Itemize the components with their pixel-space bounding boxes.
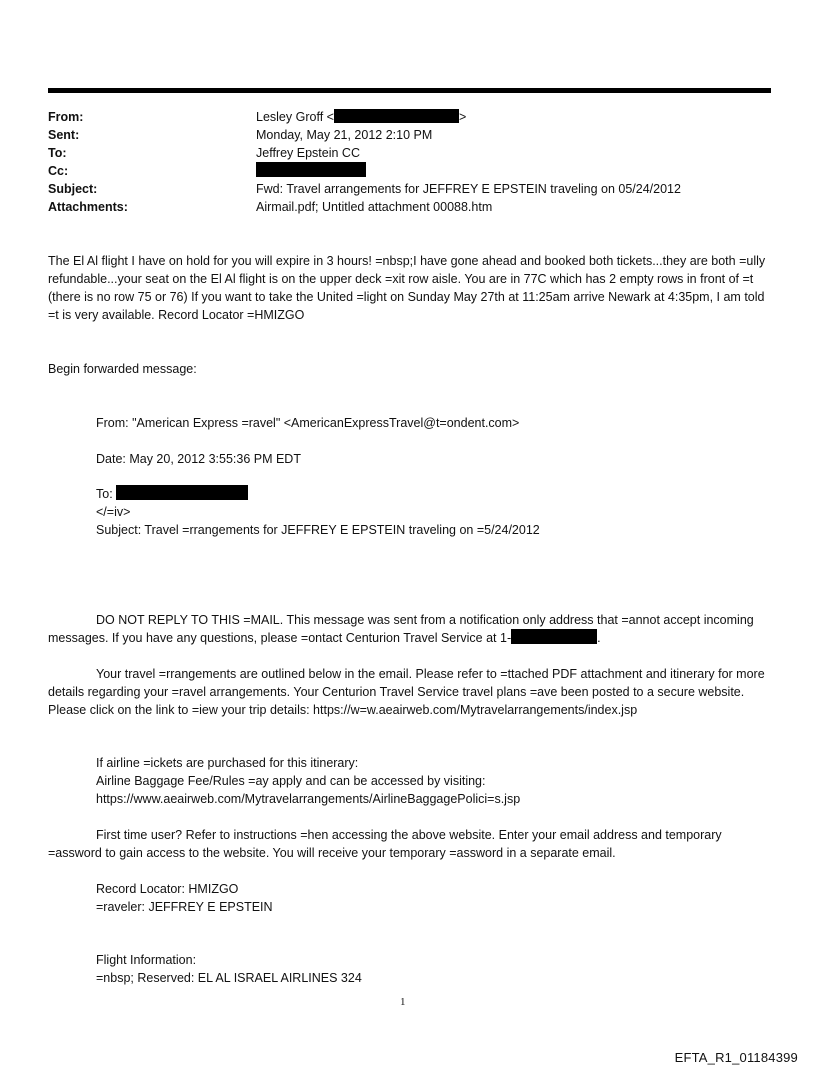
to-label: To: <box>48 146 67 160</box>
to-row <box>48 144 681 162</box>
page-number: 1 <box>400 996 406 1008</box>
fwd-to-label: To: <box>96 487 113 501</box>
from-value <box>256 108 466 126</box>
to-value: Jeffrey Epstein CC <box>256 146 360 160</box>
begin-forwarded: Begin forwarded message: <box>48 362 197 376</box>
record-locator: Record Locator: HMIZGO <box>96 882 239 896</box>
bates-number: EFTA_R1_01184399 <box>674 1050 798 1065</box>
traveler: =raveler: JEFFREY E EPSTEIN <box>96 900 273 914</box>
flight-info-label: Flight Information: <box>96 953 197 967</box>
fwd-from: From: "American Express =ravel" <AmericanExpressTravel@t=ondent.com> <box>96 416 520 430</box>
sent-row <box>48 126 681 144</box>
header-rule <box>48 88 771 93</box>
intro-paragraph: The El Al flight I have on hold for you will expire in 3 hours! =nbsp;I have gone ahead and booked both tickets...they are both =ully refundable...your seat on the El Al flight is on the upper deck =xit row aisle. You are in 77C which has 2 empty rows in front of =t (there is no row 75 or 76) If you want to take the United =light on Sunday May 27th at 11:25am arrive Newark at 4:35pm, I am told =t is very available. Record Locator =HMIZGO <box>48 254 766 322</box>
subject-row <box>48 180 681 198</box>
cc-row <box>48 162 681 180</box>
cc-value <box>256 162 366 180</box>
from-close: > <box>458 110 467 124</box>
from-label: From: <box>48 110 84 124</box>
attachments-row <box>48 198 681 216</box>
redaction-box <box>116 485 248 500</box>
fwd-subject: Subject: Travel =rrangements for JEFFREY E EPSTEIN traveling on =5/24/2012 <box>96 523 540 537</box>
donotreply-paragraph <box>48 611 773 647</box>
fwd-to <box>96 485 248 503</box>
airline-line-1: If airline =ickets are purchased for this itinerary: <box>96 756 359 770</box>
attachments-value: Airmail.pdf; Untitled attachment 00088.htm <box>256 200 493 214</box>
cc-label: Cc: <box>48 164 69 178</box>
firsttime-paragraph: First time user? Refer to instructions =hen accessing the above website. Enter your email address and temporary =assword to gain access to the website. You will receive your temporary =assword in a separate email. <box>48 828 722 860</box>
from-name: Lesley Groff < <box>256 110 334 124</box>
redaction-box <box>256 162 366 177</box>
redaction-box <box>511 629 597 644</box>
from-row <box>48 108 681 126</box>
fwd-date: Date: May 20, 2012 3:55:36 PM EDT <box>96 452 301 466</box>
donotreply-end: . <box>597 631 601 645</box>
reserved-flight: =nbsp; Reserved: EL AL ISRAEL AIRLINES 324 <box>96 971 362 985</box>
sent-value: Monday, May 21, 2012 2:10 PM <box>256 128 433 142</box>
donotreply-text: DO NOT REPLY TO THIS =MAIL. This message was sent from a notification only address that =annot accept incoming messages. If you have any questions, please =ontact Centurion Travel Service at 1- <box>48 613 754 645</box>
attachments-label: Attachments: <box>48 200 128 214</box>
fwd-div: </=iv> <box>96 505 131 519</box>
email-header <box>48 108 681 216</box>
sent-label: Sent: <box>48 128 80 142</box>
redaction-box <box>334 109 459 123</box>
airline-baggage-link: https://www.aeairweb.com/Mytravelarrangements/AirlineBaggagePolici=s.jsp <box>96 792 521 806</box>
travel-paragraph: Your travel =rrangements are outlined below in the email. Please refer to =ttached PDF attachment and itinerary for more details regarding your =ravel arrangements. Your Centurion Travel Service travel plans =ave been posted to a secure website. Please click on the link to =iew your trip details: https://w=w.aeairweb.com/Mytravelarrangements/index.jsp <box>48 667 765 717</box>
subject-value: Fwd: Travel arrangements for JEFFREY E EPSTEIN traveling on 05/24/2012 <box>256 182 681 196</box>
subject-label: Subject: <box>48 182 98 196</box>
airline-line-2: Airline Baggage Fee/Rules =ay apply and can be accessed by visiting: <box>96 774 486 788</box>
